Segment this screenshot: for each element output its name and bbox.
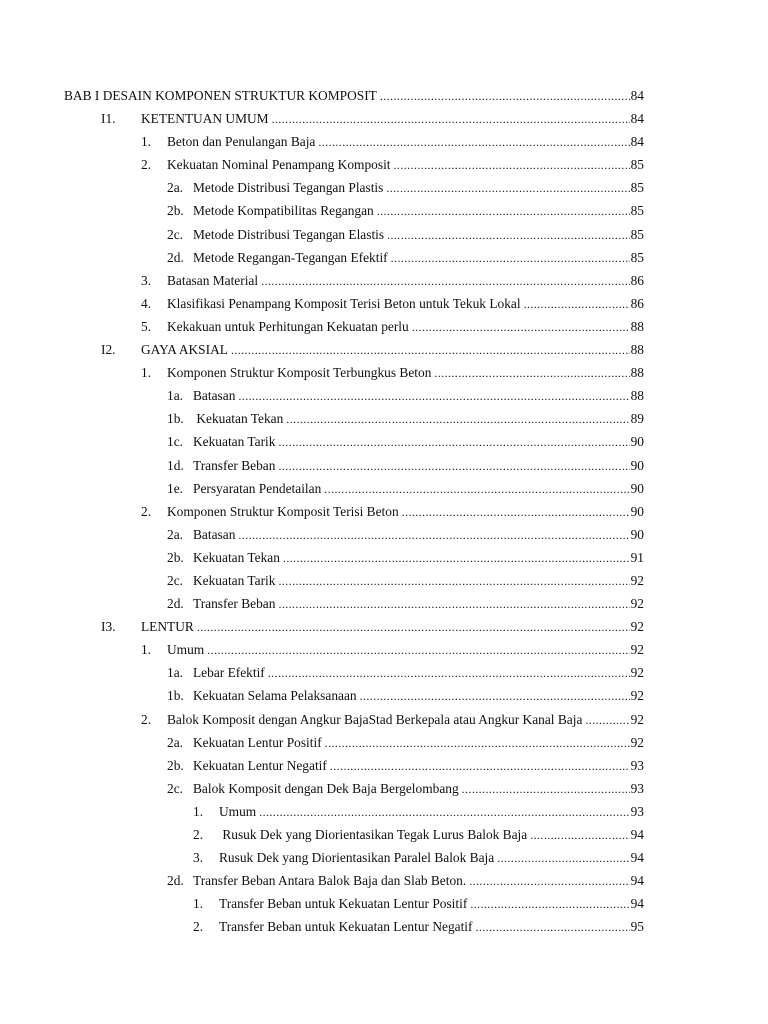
toc-entry	[0, 777, 768, 800]
toc-entry-number: 2a.	[167, 526, 183, 542]
dot-leader	[261, 270, 630, 293]
toc-entry-number: 2.	[141, 503, 152, 519]
toc-entry-number: 5.	[141, 318, 152, 334]
toc-entry-title: Transfer Beban	[193, 457, 276, 473]
toc-entry-title: Transfer Beban untuk Kekuatan Lentur Positif	[219, 896, 468, 912]
dot-leader	[391, 247, 630, 270]
dot-leader	[497, 847, 629, 870]
toc-entry-number: 1.	[141, 134, 152, 150]
toc-entry	[0, 638, 768, 661]
dot-leader	[207, 639, 629, 662]
toc-entry-number: 3.	[193, 850, 204, 866]
toc-entry-title: Metode Distribusi Tegangan Plastis	[193, 180, 384, 196]
toc-entry	[0, 800, 768, 823]
toc-entry	[0, 592, 768, 615]
toc-entry-title: Kekuatan Tekan	[193, 549, 280, 565]
toc-entry	[0, 107, 768, 130]
toc-entry	[0, 84, 768, 107]
dot-leader	[283, 547, 630, 570]
toc-entry-page: 91	[630, 549, 644, 565]
toc-entry-page: 85	[630, 180, 644, 196]
toc-entry-page: 84	[630, 134, 644, 150]
toc-entry	[0, 500, 768, 523]
toc-entry-number: 1a.	[167, 665, 183, 681]
toc-entry-number: 1.	[141, 365, 152, 381]
toc-entry-number: 2d.	[167, 596, 184, 612]
toc-entry-title: Transfer Beban Antara Balok Baja dan Slab Beton.	[193, 873, 467, 889]
dot-leader	[470, 893, 629, 916]
toc-entry-number: 3.	[141, 272, 152, 288]
toc-entry-page: 92	[630, 688, 644, 704]
toc-entry-number: 1d.	[167, 457, 184, 473]
toc-entry-title: Kekuatan Selama Pelaksanaan	[193, 688, 357, 704]
toc-entry	[0, 199, 768, 222]
toc-entry-page: 85	[630, 249, 644, 265]
dot-leader	[394, 154, 630, 177]
toc-entry	[0, 269, 768, 292]
toc-entry-number: 2a.	[167, 734, 183, 750]
dot-leader	[412, 316, 630, 339]
dot-leader	[231, 339, 630, 362]
toc-entry-number: 1e.	[167, 480, 183, 496]
toc-entry-number: 2b.	[167, 203, 184, 219]
toc-entry-title: Rusuk Dek yang Diorientasikan Paralel Balok Baja	[219, 850, 495, 866]
toc-entry-page: 85	[630, 226, 644, 242]
dot-leader	[278, 431, 629, 454]
dot-leader	[402, 501, 630, 524]
toc-entry-title: Kekuatan Lentur Negatif	[193, 757, 327, 773]
dot-leader	[377, 200, 630, 223]
toc-entry-page: 94	[630, 850, 644, 866]
table-of-contents	[0, 84, 768, 938]
dot-leader	[268, 662, 630, 685]
dot-leader	[469, 870, 629, 893]
dot-leader	[318, 131, 629, 154]
toc-entry	[0, 361, 768, 384]
toc-entry-page: 90	[630, 480, 644, 496]
toc-entry-page: 93	[630, 780, 644, 796]
toc-entry	[0, 708, 768, 731]
toc-entry	[0, 684, 768, 707]
toc-entry	[0, 846, 768, 869]
toc-entry-page: 94	[630, 827, 644, 842]
toc-entry-title: GAYA AKSIAL	[141, 342, 228, 358]
dot-leader	[197, 616, 630, 639]
toc-entry-page: 93	[630, 757, 644, 773]
dot-leader	[475, 916, 629, 939]
toc-entry-page: 89	[630, 411, 644, 427]
toc-entry-title: Metode Distribusi Tegangan Elastis	[193, 226, 385, 242]
dot-leader	[330, 755, 630, 778]
toc-entry-title: Kekuatan Tarik	[193, 572, 276, 588]
toc-entry-page: 84	[630, 111, 644, 127]
toc-entry	[0, 176, 768, 199]
dot-leader	[585, 709, 629, 732]
toc-entry-number: 1b.	[167, 688, 184, 704]
toc-entry-title: Batasan	[193, 526, 236, 542]
toc-entry	[0, 661, 768, 684]
toc-entry-number: 1a.	[167, 388, 183, 404]
toc-entry-title: Kekuatan Nominal Penampang Komposit	[167, 157, 391, 173]
toc-entry-number: 2c.	[167, 226, 183, 242]
toc-entry-page: 92	[630, 665, 644, 681]
toc-entry	[0, 523, 768, 546]
toc-entry	[0, 384, 768, 407]
dot-leader	[324, 478, 629, 501]
toc-entry	[0, 569, 768, 592]
toc-entry-number: 1c.	[167, 434, 183, 450]
toc-entry-page: 86	[630, 272, 644, 288]
toc-entry-number: 2.	[141, 711, 152, 727]
toc-entry-number: 2b.	[167, 549, 184, 565]
toc-entry-title: Umum	[167, 642, 205, 658]
toc-entry-number: 2b.	[167, 757, 184, 773]
toc-entry-page: 88	[630, 342, 644, 358]
toc-entry-number: 2.	[141, 157, 152, 173]
toc-entry-title: Transfer Beban	[193, 596, 276, 612]
toc-entry-page: 92	[630, 734, 644, 750]
toc-entry-page: 92	[630, 642, 644, 658]
toc-entry	[0, 223, 768, 246]
toc-entry-page: 92	[630, 572, 644, 588]
toc-entry-number: I1.	[101, 111, 116, 127]
toc-entry-number: 2a.	[167, 180, 183, 196]
dot-leader	[530, 824, 629, 847]
toc-entry	[0, 823, 768, 846]
toc-entry	[0, 407, 768, 430]
toc-entry	[0, 869, 768, 892]
toc-entry-number: 1.	[193, 896, 204, 912]
dot-leader	[238, 524, 629, 547]
toc-entry-page: 90	[630, 457, 644, 473]
toc-entry-title: Komponen Struktur Komposit Terbungkus Beton	[167, 365, 432, 381]
toc-entry-title: BAB I DESAIN KOMPONEN STRUKTUR KOMPOSIT	[64, 88, 377, 103]
dot-leader	[434, 362, 629, 385]
dot-leader	[286, 408, 629, 431]
toc-entry-title: KETENTUAN UMUM	[141, 111, 269, 127]
toc-entry-title: Komponen Struktur Komposit Terisi Beton	[167, 503, 399, 519]
dot-leader	[278, 593, 629, 616]
toc-entry-title: Balok Komposit dengan Dek Baja Bergelombang	[193, 780, 459, 796]
toc-entry-page: 90	[630, 434, 644, 450]
dot-leader	[386, 177, 629, 200]
toc-entry-title: Balok Komposit dengan Angkur BajaStad Berkepala atau Angkur Kanal Baja	[167, 711, 583, 727]
toc-entry-page: 88	[630, 318, 644, 334]
toc-entry-title: Beton dan Penulangan Baja	[167, 134, 316, 150]
toc-entry	[0, 754, 768, 777]
toc-entry-page: 90	[630, 503, 644, 519]
toc-entry-page: 93	[630, 803, 644, 819]
toc-entry-page: 90	[630, 526, 644, 542]
toc-entry	[0, 892, 768, 915]
toc-entry-title: Persyaratan Pendetailan	[193, 480, 322, 496]
dot-leader	[278, 570, 629, 593]
toc-entry-title: Rusuk Dek yang Diorientasikan Tegak Lurus Balok Baja	[219, 827, 528, 842]
toc-entry	[0, 615, 768, 638]
toc-entry-page: 94	[630, 896, 644, 912]
toc-entry-page: 92	[630, 619, 644, 635]
toc-entry-number: 2c.	[167, 572, 183, 588]
toc-entry-number: 2.	[193, 827, 204, 842]
toc-entry	[0, 430, 768, 453]
toc-entry	[0, 338, 768, 361]
toc-entry-page: 85	[630, 203, 644, 219]
dot-leader	[259, 801, 629, 824]
dot-leader	[462, 778, 630, 801]
toc-entry-page: 88	[630, 388, 644, 404]
toc-entry-title: Kekakuan untuk Perhitungan Kekuatan perlu	[167, 318, 409, 334]
toc-entry-page: 88	[630, 365, 644, 381]
toc-entry	[0, 454, 768, 477]
toc-entry-number: 2.	[193, 919, 204, 935]
toc-entry-number: 2c.	[167, 780, 183, 796]
toc-entry-title: Klasifikasi Penampang Komposit Terisi Beton untuk Tekuk Lokal	[167, 295, 521, 311]
toc-entry-number: 1.	[141, 642, 152, 658]
toc-entry-title: Metode Kompatibilitas Regangan	[193, 203, 374, 219]
toc-entry-number: 1.	[193, 803, 204, 819]
toc-entry-title: Batasan	[193, 388, 236, 404]
toc-entry-page: 94	[630, 873, 644, 889]
toc-entry-number: I2.	[101, 342, 116, 358]
toc-entry-title: Lebar Efektif	[193, 665, 265, 681]
toc-entry-title: Kekuatan Lentur Positif	[193, 734, 322, 750]
toc-entry-title: Kekuatan Tarik	[193, 434, 276, 450]
toc-entry	[0, 731, 768, 754]
toc-entry	[0, 915, 768, 938]
toc-entry-page: 95	[630, 919, 644, 935]
toc-entry-number: I3.	[101, 619, 116, 635]
toc-entry-title: Kekuatan Tekan	[193, 411, 284, 427]
dot-leader	[325, 732, 630, 755]
toc-entry	[0, 546, 768, 569]
toc-entry-number: 4.	[141, 295, 152, 311]
dot-leader	[524, 293, 630, 316]
dot-leader	[360, 685, 630, 708]
dot-leader	[272, 108, 630, 131]
toc-entry-number: 1b.	[167, 411, 184, 427]
toc-entry-title: Umum	[219, 803, 257, 819]
dot-leader	[387, 224, 630, 247]
toc-entry-title: Metode Regangan-Tegangan Efektif	[193, 249, 388, 265]
toc-entry-page: 86	[630, 295, 644, 311]
toc-entry-title: LENTUR	[141, 619, 194, 635]
toc-entry-title: Transfer Beban untuk Kekuatan Lentur Negatif	[219, 919, 473, 935]
toc-entry	[0, 315, 768, 338]
toc-entry-page: 84	[630, 88, 644, 103]
toc-entry	[0, 292, 768, 315]
toc-entry	[0, 130, 768, 153]
toc-entry-page: 85	[630, 157, 644, 173]
toc-entry	[0, 477, 768, 500]
toc-entry-page: 92	[630, 596, 644, 612]
toc-entry-title: Batasan Material	[167, 272, 259, 288]
dot-leader	[278, 455, 629, 478]
dot-leader	[380, 85, 630, 108]
toc-entry-number: 2d.	[167, 873, 184, 889]
toc-entry-page: 92	[630, 711, 644, 727]
toc-entry	[0, 246, 768, 269]
toc-entry-number: 2d.	[167, 249, 184, 265]
dot-leader	[238, 385, 629, 408]
toc-entry	[0, 153, 768, 176]
